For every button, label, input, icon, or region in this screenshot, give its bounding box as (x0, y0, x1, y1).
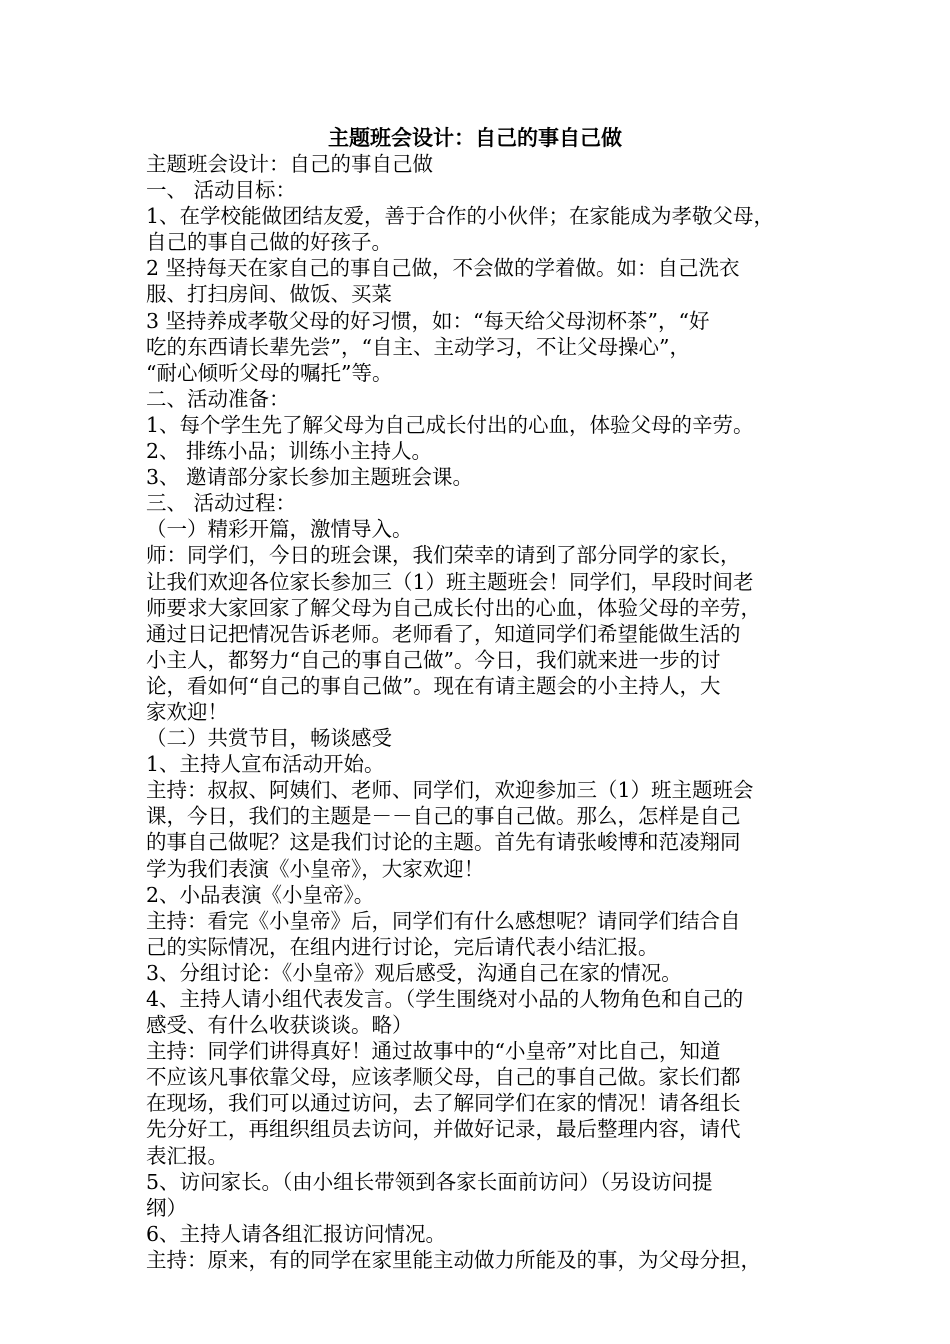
text-line: 吃的东西请长辈先尝”，“自主、主动学习，不让父母操心”， (146, 334, 690, 359)
text-line: 一、 活动目标： (146, 178, 297, 203)
text-line: 4、主持人请小组代表发言。（学生围绕对小品的人物角色和自己的 (146, 987, 744, 1011)
text-line: 在现场，我们可以通过访问，去了解同学们在家的情况！请各组长 (146, 1091, 741, 1116)
text-line: 课，今日，我们的主题是－－自己的事自己做。那么，怎样是自己 (146, 804, 741, 829)
text-line: 感受、有什么收获谈谈。略） (146, 1013, 413, 1038)
text-line: 的事自己做呢？这是我们讨论的主题。首先有请张峻博和范凌翔同 (146, 830, 741, 855)
text-line: 6、主持人请各组汇报访问情况。 (146, 1221, 447, 1246)
text-line: 论，看如何“自己的事自己做”。现在有请主题会的小主持人，大 (146, 673, 721, 698)
text-line: 先分好工，再组织组员去访问，并做好记录，最后整理内容，请代 (146, 1117, 741, 1142)
text-line: 主持：原来，有的同学在家里能主动做力所能及的事，为父母分担， (146, 1247, 761, 1272)
text-line: 3 坚持养成孝敬父母的好习惯，如：“每天给父母沏杯茶”，“好 (146, 308, 710, 333)
text-line: “耐心倾听父母的嘱托”等。 (146, 360, 393, 385)
text-line: 让我们欢迎各位家长参加三（1）班主题班会！同学们，早段时间老 (146, 569, 754, 594)
text-line: 主持：同学们讲得真好！通过故事中的“小皇帝”对比自己，知道 (146, 1039, 721, 1064)
text-line: 主持：看完《小皇帝》后，同学们有什么感想呢？请同学们结合自 (146, 908, 741, 933)
text-line: 己的实际情况，在组内进行讨论，完后请代表小结汇报。 (146, 934, 659, 959)
text-line: 师：同学们，今日的班会课，我们荣幸的请到了部分同学的家长， (146, 543, 741, 568)
text-line: 二、活动准备： (146, 386, 290, 411)
text-line: 自己的事自己做的好孩子。 (146, 230, 392, 255)
text-line: 1、每个学生先了解父母为自己成长付出的心血，体验父母的辛劳。 (146, 412, 754, 437)
text-line: 1、主持人宣布活动开始。 (146, 752, 385, 777)
text-line: （二）共赏节目，畅谈感受 (146, 726, 392, 751)
text-line: 1、在学校能做团结友爱，善于合作的小伙伴；在家能成为孝敬父母， (146, 204, 775, 229)
text-line: 服、打扫房间、做饭、买菜 (146, 282, 392, 307)
text-line: 主题班会设计：自己的事自己做 (146, 152, 433, 176)
text-line: 2、 排练小品；训练小主持人。 (146, 439, 433, 464)
text-line: 主持：叔叔、阿姨们、老师、同学们，欢迎参加三（1）班主题班会 (146, 778, 754, 803)
text-line: 纲） (146, 1195, 187, 1220)
text-line: 通过日记把情况告诉老师。老师看了，知道同学们希望能做生活的 (146, 621, 741, 646)
text-line: 5、访问家长。（由小组长带领到各家长面前访问）（另设访问提 (146, 1169, 713, 1194)
text-line: 小主人，都努力“自己的事自己做”。今日，我们就来进一步的讨 (146, 647, 721, 672)
text-line: 3、分组讨论：《小皇帝》观后感受，沟通自己在家的情况。 (146, 960, 682, 985)
text-line: 2 坚持每天在家自己的事自己做，不会做的学着做。如：自己洗衣 (146, 256, 740, 281)
text-line: 表汇报。 (146, 1143, 228, 1168)
document-body (146, 151, 818, 1273)
text-line: （一）精彩开篇，激情导入。 (146, 517, 413, 542)
document-title: 主题班会设计：自己的事自己做 (328, 126, 622, 150)
text-line: 师要求大家回家了解父母为自己成长付出的心血，体验父母的辛劳， (146, 595, 761, 620)
text-line: 家欢迎！ (146, 699, 228, 724)
text-line: 学为我们表演《小皇帝》，大家欢迎！ (146, 856, 485, 881)
text-line: 不应该凡事依靠父母，应该孝顺父母，自己的事自己做。家长们都 (146, 1065, 741, 1090)
text-line: 3、 邀请部分家长参加主题班会课。 (146, 465, 474, 490)
text-line: 2、小品表演《小皇帝》。 (146, 882, 375, 907)
text-line: 三、 活动过程： (146, 491, 297, 516)
